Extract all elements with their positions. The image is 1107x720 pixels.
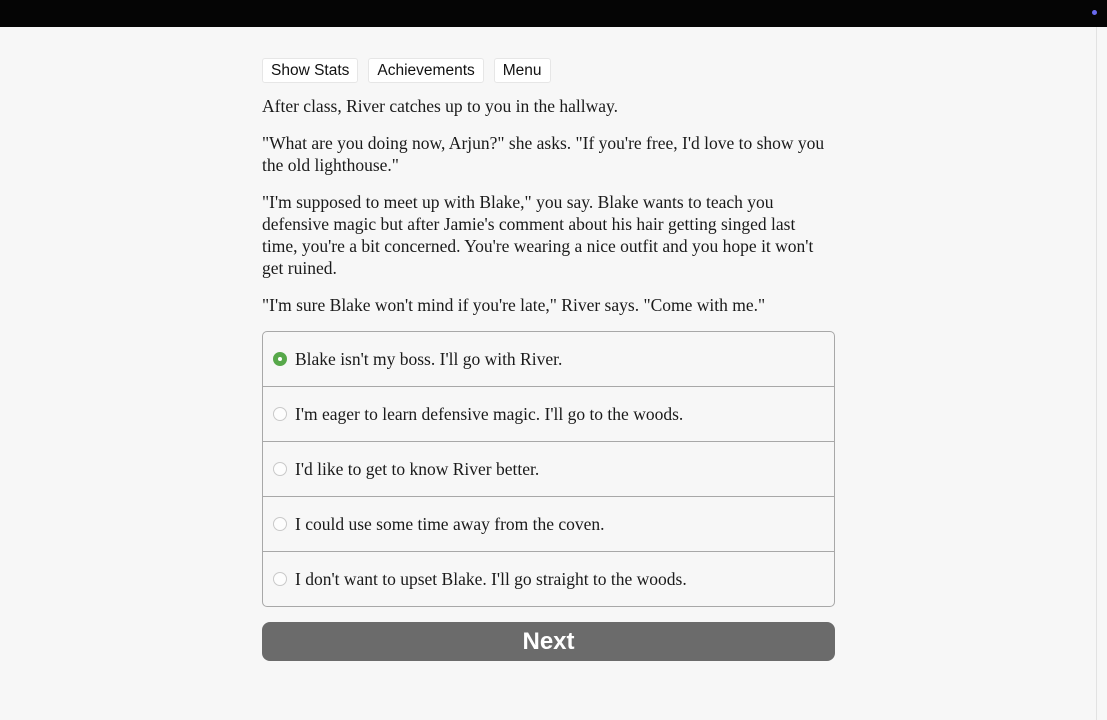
choice-label: I don't want to upset Blake. I'll go straight to the woods. [295, 568, 687, 589]
choice-list [262, 331, 835, 607]
story-paragraph: "I'm supposed to meet up with Blake," you say. Blake wants to teach you defensive magic but after Jamie's comment about his hair getting singed last time, you're a bit concerned. You're wearing a nice outfit and you hope it won't get ruined. [262, 192, 814, 278]
radio-icon[interactable] [273, 517, 287, 531]
radio-icon[interactable] [273, 407, 287, 421]
choice-option-1[interactable] [263, 332, 834, 386]
next-button[interactable]: Next [262, 622, 835, 661]
radio-icon[interactable] [273, 572, 287, 586]
content-column [262, 58, 835, 661]
story-text [262, 95, 835, 316]
choice-option-2[interactable] [263, 386, 834, 441]
radio-selected-icon[interactable] [273, 352, 287, 366]
choice-label: I'm eager to learn defensive magic. I'll go to the woods. [295, 403, 684, 424]
show-stats-button[interactable]: Show Stats [262, 58, 358, 83]
choice-option-3[interactable] [263, 441, 834, 496]
top-bar [0, 0, 1107, 27]
achievements-button[interactable]: Achievements [368, 58, 483, 83]
radio-icon[interactable] [273, 462, 287, 476]
story-paragraph: After class, River catches up to you in the hallway. [262, 96, 619, 116]
story-paragraph: "I'm sure Blake won't mind if you're late," River says. "Come with me." [262, 295, 766, 315]
status-dot-icon [1092, 10, 1097, 15]
story-paragraph: "What are you doing now, Arjun?" she asks. "If you're free, I'd love to show you the old lighthouse." [262, 133, 825, 175]
choice-label: I'd like to get to know River better. [295, 458, 540, 479]
choice-option-4[interactable] [263, 496, 834, 551]
choice-label: Blake isn't my boss. I'll go with River. [295, 348, 563, 369]
page [0, 27, 1096, 720]
scrollbar[interactable] [1096, 27, 1107, 720]
choice-option-5[interactable] [263, 551, 834, 606]
toolbar [262, 58, 835, 82]
choice-label: I could use some time away from the coven. [295, 513, 605, 534]
menu-button[interactable]: Menu [494, 58, 551, 83]
